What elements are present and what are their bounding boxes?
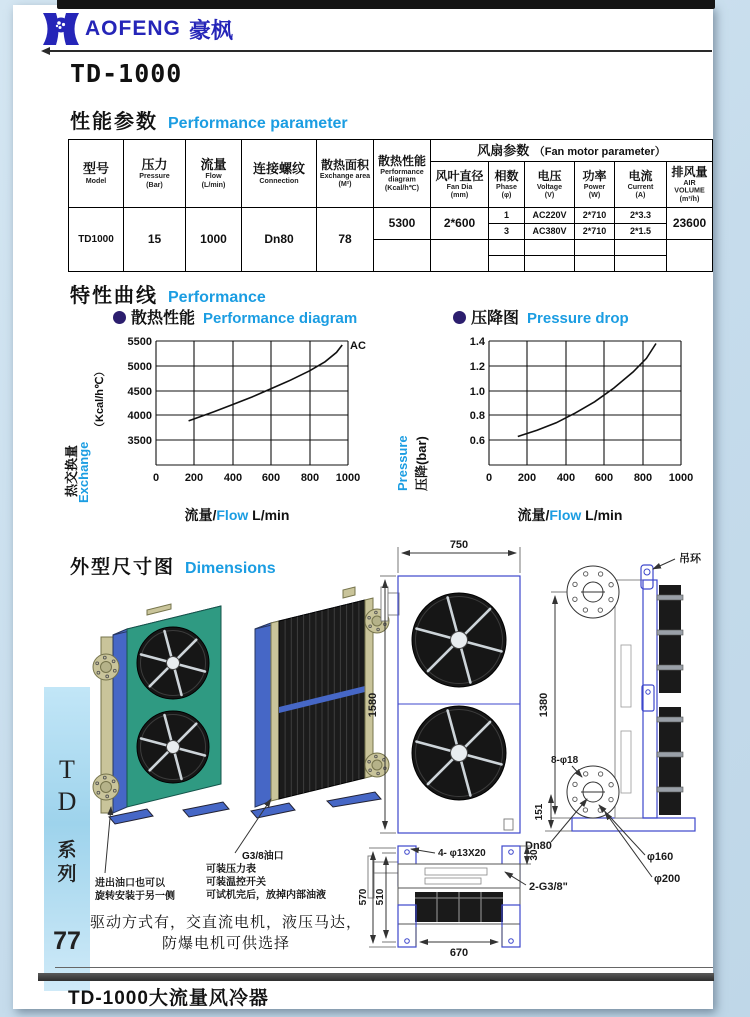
note-oil-ports: 进出油口也可以 旋转安装于另一侧 [95, 878, 175, 902]
footer-rule [55, 967, 713, 968]
section-title-zh: 外型尺寸图 [70, 557, 176, 578]
section-title-zh: 性能参数 [70, 111, 158, 133]
cell-connection: Dn80 [242, 208, 317, 272]
svg-text:3500: 3500 [127, 435, 152, 447]
svg-text:0: 0 [152, 472, 160, 484]
label-drain: 2-G3/8" [529, 881, 568, 893]
svg-text:600: 600 [261, 472, 281, 484]
dim-510: 510 [375, 888, 386, 906]
col-model: 型号 Model [69, 140, 124, 208]
sidebar-series-char: 系 [57, 840, 77, 861]
x-axis-label: 流量/Flow L/min [184, 507, 290, 523]
y-axis-unit: （Kcal/h℃） [94, 365, 106, 433]
svg-text:1000: 1000 [335, 472, 361, 484]
section-title-zh: 特性曲线 [70, 285, 158, 307]
spec-table [68, 139, 713, 272]
x-axis-label: 流量/Flow L/min [517, 507, 623, 523]
series-label: AC [350, 340, 366, 352]
svg-text:5000: 5000 [127, 361, 152, 373]
table-row [69, 208, 713, 224]
cell-flow: 1000 [186, 208, 242, 272]
col-performance: 散热性能 Performance diagram (Kcal/h℃) [374, 140, 431, 208]
pressure-drop-chart [391, 305, 723, 535]
page-title: TD-1000 [70, 59, 183, 88]
sidebar-letter-d: D [57, 787, 77, 816]
dim-151: 151 [534, 803, 545, 821]
col-fan-dia: 风叶直径 Fan Dia (mm) [431, 162, 489, 208]
cell-current-2: 2*1.5 [615, 224, 667, 240]
label-8-d18: 8-φ18 [551, 755, 579, 766]
svg-text:1000: 1000 [668, 472, 694, 484]
label-d160: φ160 [647, 851, 674, 863]
arrow-left-icon [41, 47, 50, 55]
cell-fan-dia: 2*600 [431, 208, 489, 240]
note-g38-port: G3/8油口 可装压力表 可装温控开关 可试机完后，放掉内部油液 [206, 851, 326, 901]
footer-title: TD-1000大流量风冷器 [68, 988, 269, 1009]
y-axis-label-zh: 压降(bar) [414, 436, 429, 491]
chart-plot-area [441, 333, 699, 501]
grid [156, 341, 348, 465]
y-tick-labels [128, 336, 152, 447]
cell-area: 78 [317, 208, 374, 272]
bullet-icon [453, 311, 466, 324]
cell-phase-2: 3 [489, 224, 525, 240]
dim-570: 570 [358, 888, 369, 906]
svg-text:800: 800 [633, 472, 653, 484]
cell-power-2: 2*710 [575, 224, 615, 240]
svg-text:200: 200 [517, 472, 537, 484]
sidebar-letter-t: T [59, 755, 75, 784]
fan-icon [412, 706, 506, 800]
col-area: 散热面积 Exchange area (M²) [317, 140, 374, 208]
section-title-en: Performance parameter [168, 115, 348, 132]
svg-text:1.4: 1.4 [469, 336, 485, 348]
dim-30: 30 [529, 849, 540, 861]
dim-height-1380: 1380 [538, 692, 550, 718]
fan-icon [137, 711, 209, 783]
note-drive-options: 驱动方式有，交直流电机，液压马达， 防爆电机可供选择 [89, 914, 362, 952]
dim-670: 670 [449, 947, 469, 959]
y-tick-labels [470, 336, 486, 447]
svg-text:4000: 4000 [127, 410, 152, 422]
svg-text:400: 400 [556, 472, 576, 484]
label-d200: φ200 [654, 873, 681, 885]
leader-line [105, 807, 111, 873]
x-tick-labels [486, 472, 693, 484]
chart-plot-area [108, 333, 366, 501]
cell-power-1: 2*710 [575, 208, 615, 224]
col-flow: 流量 Flow (L/min) [186, 140, 242, 208]
cell-model: TD1000 [69, 208, 124, 272]
datasheet-page [13, 5, 713, 1009]
svg-text:600: 600 [594, 472, 614, 484]
sidebar-series-char: 列 [57, 864, 77, 885]
footer-bar [38, 973, 714, 981]
cell-current-1: 2*3.3 [615, 208, 667, 224]
col-air-volume: 排风量 AIR VOLUME (m³/h) [667, 162, 713, 208]
cell-performance: 5300 [374, 208, 431, 240]
svg-text:4500: 4500 [127, 386, 152, 398]
bullet-icon [113, 311, 126, 324]
y-axis-label-en: Exchange [76, 441, 91, 503]
ac-curve [189, 345, 343, 421]
svg-text:0.6: 0.6 [469, 435, 485, 447]
dim-height-1580: 1580 [367, 692, 379, 718]
bottom-view [358, 846, 568, 959]
col-phase: 相数 Phase (φ) [489, 162, 525, 208]
sidebar-page-number: 77 [53, 927, 81, 955]
pressure-curve [518, 344, 656, 437]
fan-icon [412, 593, 506, 687]
section-performance-curve [70, 279, 266, 308]
leader-line [235, 799, 271, 853]
col-current: 电流 Current (A) [615, 162, 667, 208]
series-sidebar [44, 687, 90, 991]
cell-pressure: 15 [124, 208, 186, 272]
cell-voltage-2: AC380V [525, 224, 575, 240]
svg-text:400: 400 [223, 472, 243, 484]
y-axis-label-en: Pressure [395, 435, 410, 491]
svg-text:5500: 5500 [127, 336, 152, 348]
top-bar [57, 0, 715, 9]
y-axis-label-zh: 热交换量 [64, 444, 79, 497]
col-pressure: 压力 Pressure (Bar) [124, 140, 186, 208]
svg-text:0.8: 0.8 [469, 410, 485, 422]
col-voltage: 电压 Voltage (V) [525, 162, 575, 208]
brand-logo-icon [41, 12, 81, 46]
dimension-drawing [85, 535, 713, 967]
svg-text:1.0: 1.0 [469, 386, 485, 398]
svg-text:0: 0 [485, 472, 493, 484]
section-performance-parameter [70, 105, 348, 134]
dim-width-750: 750 [449, 539, 469, 551]
label-slot: 4- φ13X20 [438, 848, 486, 859]
svg-text:200: 200 [184, 472, 204, 484]
section-dimensions [70, 552, 276, 579]
section-title-en: Dimensions [185, 560, 276, 577]
header-rule [43, 50, 712, 52]
label-dn80: Dn80 [525, 840, 552, 852]
chart-title: 压降图 Pressure drop [453, 305, 629, 328]
fan-icon [137, 627, 209, 699]
col-power: 功率 Power (W) [575, 162, 615, 208]
performance-diagram-chart [58, 305, 390, 535]
cell-phase-1: 1 [489, 208, 525, 224]
x-tick-labels [153, 472, 360, 484]
cell-air-volume: 23600 [667, 208, 713, 240]
brand-name: AOFENG [85, 17, 181, 40]
front-view [367, 539, 520, 833]
svg-text:800: 800 [300, 472, 320, 484]
grid [489, 341, 681, 465]
col-connection: 连接螺纹 Connection [242, 140, 317, 208]
side-view [525, 551, 702, 885]
brand-name-cn: 豪枫 [188, 17, 233, 43]
cell-voltage-1: AC220V [525, 208, 575, 224]
label-lifting-ring: 吊环 [679, 553, 701, 565]
brand-header [41, 11, 233, 47]
section-title-en: Performance [168, 289, 266, 306]
svg-text:1.2: 1.2 [469, 361, 485, 373]
chart-title: 散热性能 Performance diagram [113, 305, 357, 328]
iso-model-front [93, 604, 229, 824]
fan-parameter-group-header: 风扇参数 （Fan motor parameter） [431, 140, 713, 162]
